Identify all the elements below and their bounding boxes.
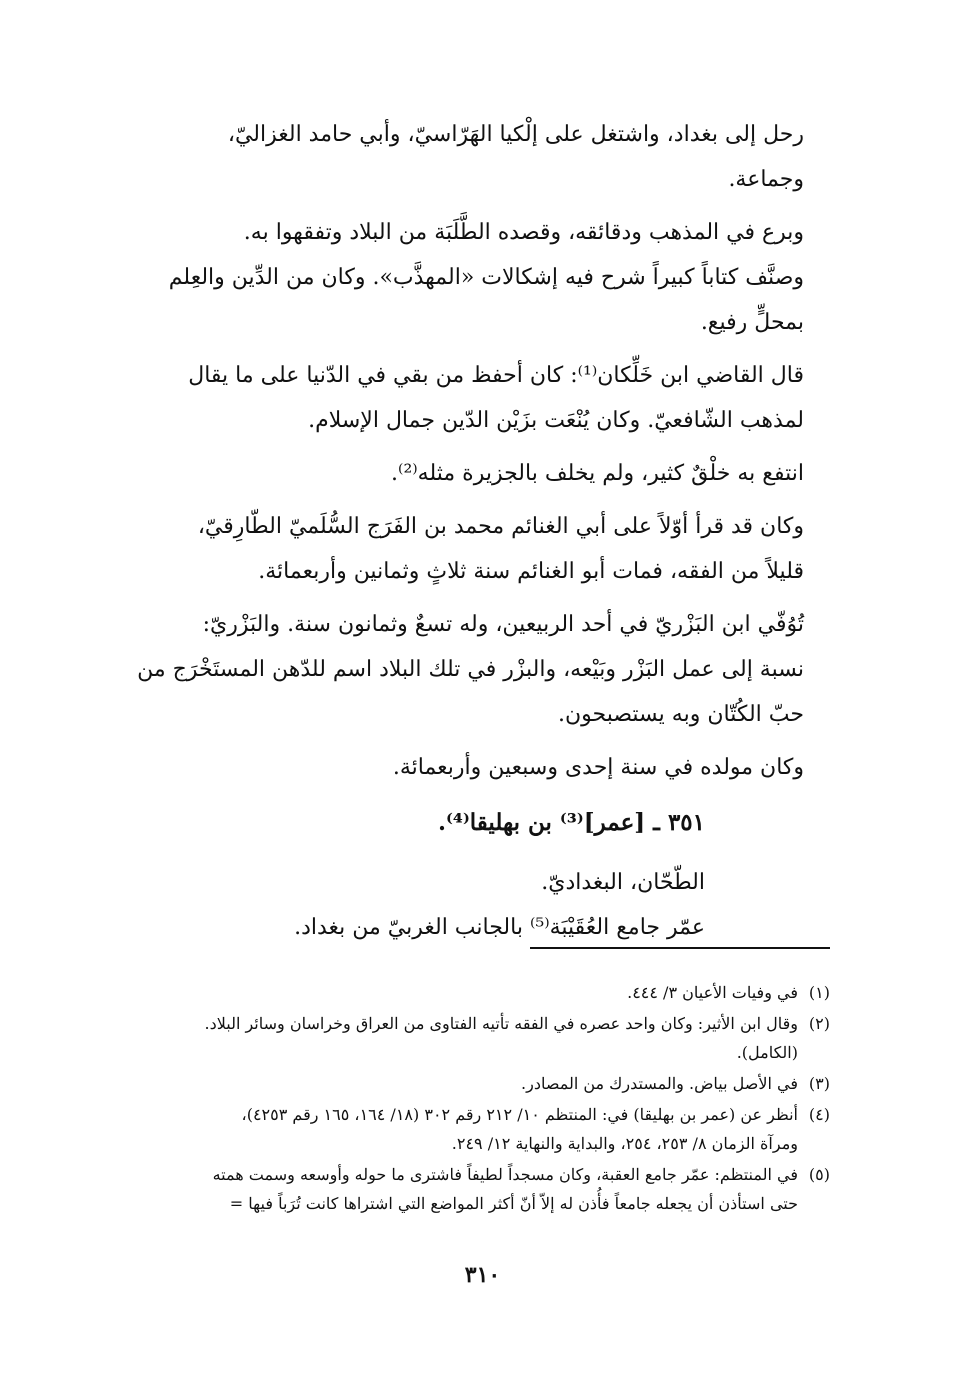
text-line: انتفع به خلْقٌ كثير، ولم يخلف بالجزيرة مثله⁽²⁾. bbox=[391, 461, 804, 486]
paragraph bbox=[105, 504, 830, 594]
paragraph bbox=[105, 353, 830, 443]
footnote-line: حتى استأذن أن يجعله جامعاً فأُذن له إلاّ أنّ أكثر المواضع التي اشتراها كانت تُرَباً فيها = bbox=[229, 1194, 798, 1213]
text-line: وصنَّف كتاباً كبيراً شرح فيه إشكالات «المهذَّب». وكان من الدِّين والعِلم bbox=[168, 265, 804, 290]
footnote-number: (١) bbox=[808, 983, 830, 1002]
entry-line: عمّر جامع العُقَيْبَة⁽⁵⁾ بالجانب الغربيّ من بغداد. bbox=[294, 915, 705, 940]
footnote-line: (الكامل). bbox=[736, 1043, 798, 1062]
paragraph bbox=[105, 210, 830, 345]
paragraph bbox=[105, 451, 830, 496]
footnote bbox=[105, 1160, 830, 1218]
text-line: قال القاضي ابن خَلِّكان⁽¹⁾: كان أحفظ من بقي في الدّنيا على ما يقال bbox=[188, 363, 804, 388]
entry-heading bbox=[105, 798, 830, 848]
paragraph bbox=[105, 745, 830, 790]
footnote-line: أنظر عن (عمر بن بهليقا) في: المنتظم ١٠/ ٢١٢ رقم ٣٠٢ (١٨/ ١٦٤، ١٦٥ رقم ٤٢٥٣)، bbox=[241, 1105, 798, 1124]
footnote bbox=[105, 1100, 830, 1158]
text-line: قليلاً من الفقه، فمات أبو الغنائم سنة ثلاثٍ وثمانين وأربعمائة. bbox=[258, 559, 804, 584]
footnote-number: (٥) bbox=[808, 1165, 830, 1184]
footnote-line: في المنتظم: عمّر جامع العقبة، وكان مسجداً لطيفاً فاشترى ما حوله وأوسعه وسمت همته bbox=[212, 1165, 798, 1184]
footnote-line: وقال ابن الأثير: وكان واحد عصره في الفقه تأتيه الفتاوى من العراق وخراسان وسائر البلاد. bbox=[204, 1014, 798, 1033]
text-line: لمذهب الشّافعيّ. وكان يُنْعَت بزَيْن الدّين جمال الإسلام. bbox=[308, 408, 804, 433]
entry-number: ٣٥١ bbox=[667, 809, 705, 836]
footnote-line: ومرآة الزمان ٨/ ٢٥٣، ٢٥٤، والبداية والنهاية ١٢/ ٢٤٩. bbox=[451, 1134, 798, 1153]
text-line: وجماعة. bbox=[728, 167, 804, 192]
footnote-line: في الأصل بياض. والمستدرك من المصادر. bbox=[521, 1074, 798, 1093]
footnote-number: (٢) bbox=[808, 1014, 830, 1033]
text-line: وكان مولده في سنة إحدى وسبعين وأربعمائة. bbox=[392, 755, 804, 780]
main-text bbox=[105, 112, 830, 950]
page-number: ٣١٠ bbox=[464, 1262, 501, 1288]
footnote bbox=[105, 1069, 830, 1098]
text-line: نسبة إلى عمل البَزْر وبَيْعه، والبزْر في تلك البلاد اسم للدّهن المستَخْرَج من bbox=[137, 657, 804, 682]
paragraph bbox=[105, 112, 830, 202]
text-line: حبّ الكُتّان وبه يستصبحون. bbox=[557, 702, 804, 727]
text-line: بمحلٍّ رفيع. bbox=[700, 310, 804, 335]
text-line: تُوُفّي ابن البَزْريّ في أحد الربيعين، وله تسعٌ وثمانون سنة. والبَزْريّ: bbox=[202, 612, 804, 637]
footnote bbox=[105, 978, 830, 1007]
footnote-number: (٤) bbox=[808, 1105, 830, 1124]
entry-line: الطّحّان، البغداديّ. bbox=[541, 870, 705, 895]
footnotes bbox=[105, 978, 830, 1220]
entry-title: ـ [عمر]⁽³⁾ بن بهليقا⁽⁴⁾. bbox=[438, 809, 660, 836]
text-line: وكان قد قرأ أوّلاً على أبي الغنائم محمد بن الفَرَج السُّلَميّ الطّارِقيّ، bbox=[197, 514, 804, 539]
footnote-line: في وفيات الأعيان ٣/ ٤٤٤. bbox=[627, 983, 798, 1002]
footnote-divider bbox=[530, 947, 830, 949]
footnote bbox=[105, 1009, 830, 1067]
footnote-number: (٣) bbox=[808, 1074, 830, 1093]
text-line: وبرع في المذهب ودقائقه، وقصده الطَّلَبَة من البلاد وتفقهوا به. bbox=[243, 220, 804, 245]
text-line: رحل إلى بغداد، واشتغل على إلْكيا الهَرّاسيّ، وأبي حامد الغزاليّ، bbox=[227, 122, 804, 147]
paragraph bbox=[105, 602, 830, 737]
